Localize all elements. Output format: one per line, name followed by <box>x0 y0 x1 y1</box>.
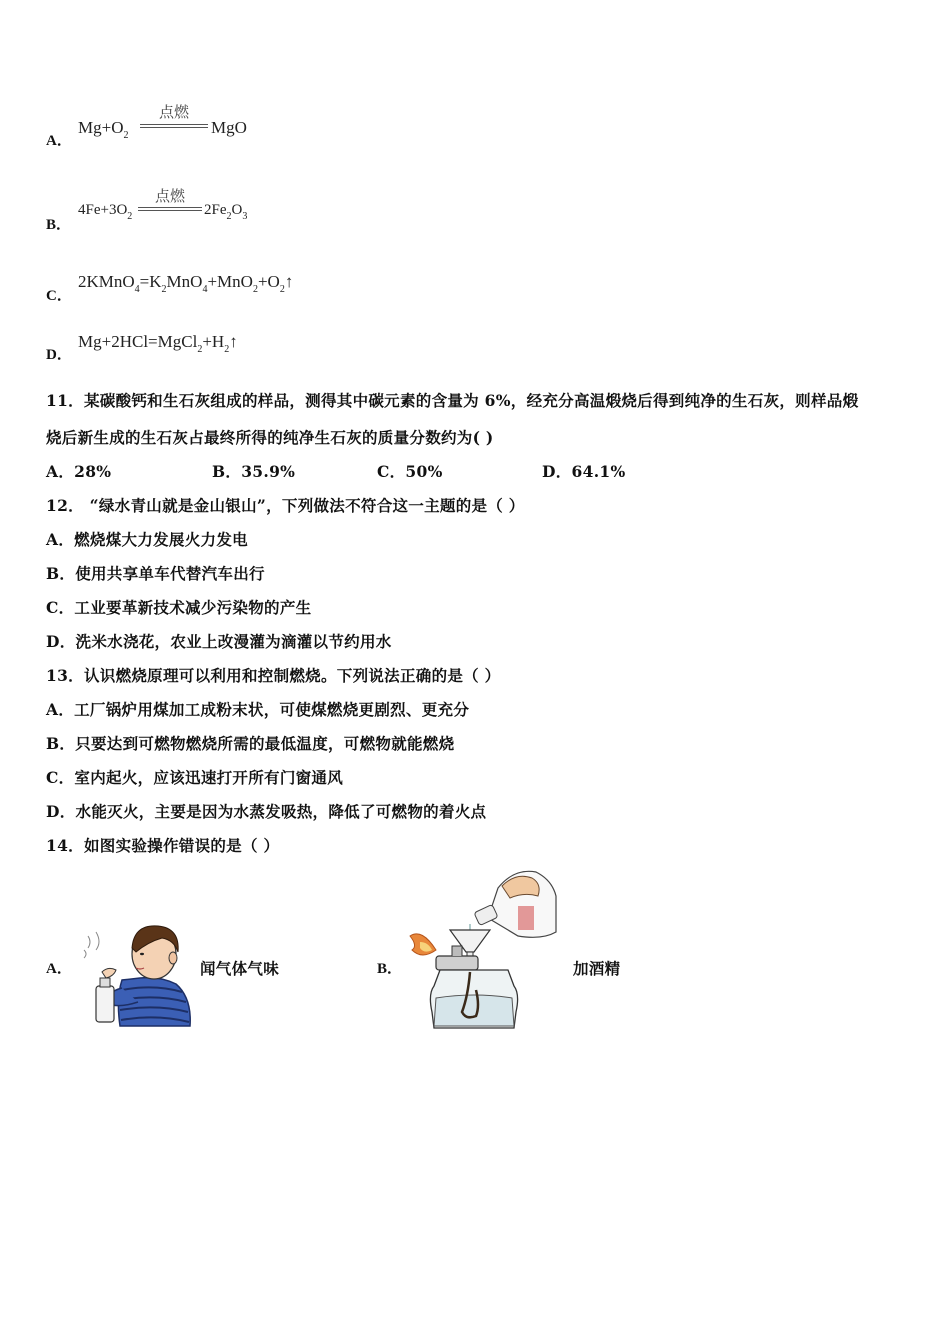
option-caption: 闻气体气味 <box>200 959 280 978</box>
option-c: C．50% <box>377 462 443 481</box>
option-c: C．室内起火，应该迅速打开所有门窗通风 <box>46 768 344 787</box>
option-b: B．35.9% <box>212 462 296 481</box>
option-letter: B． <box>377 961 403 977</box>
equation: $Mg+2HCl=MgCl_2+H_2↑$ <box>78 332 238 356</box>
option-a: A．燃烧煤大力发展火力发电 <box>46 530 248 549</box>
question-stem: 13．认识燃烧原理可以利用和控制燃烧。下列说法正确的是（ ） <box>46 666 501 685</box>
equation-rhs: MgO <box>211 118 247 137</box>
option-a: A．28% <box>46 462 112 481</box>
option-letter: C． <box>46 288 72 304</box>
option-caption: 加酒精 <box>573 959 621 978</box>
equation-lhs: $Mg+O_2$ <box>78 118 129 142</box>
option-b: B．使用共享单车代替汽车出行 <box>46 564 265 583</box>
option-d: D．水能灭火，主要是因为水蒸发吸热，降低了可燃物的着火点 <box>46 802 487 821</box>
option-letter: D． <box>46 347 72 363</box>
child-smelling-gas-illustration <box>76 918 194 1030</box>
option-c: C．工业要革新技术减少污染物的产生 <box>46 598 312 617</box>
reaction-condition: 点燃 <box>154 187 185 205</box>
option-d: D．洗米水浇花，农业上改漫灌为滴灌以节约用水 <box>46 632 392 651</box>
option-d: D．64.1% <box>542 462 626 481</box>
question-stem: 14．如图实验操作错误的是（ ） <box>46 836 280 855</box>
option-letter: A． <box>46 133 72 149</box>
option-a: A．工厂锅炉用煤加工成粉末状，可使煤燃烧更剧烈、更充分 <box>46 700 470 719</box>
equation-lhs: $4Fe+3O_2$ <box>78 202 133 222</box>
reaction-condition: 点燃 <box>158 103 189 121</box>
equation: $2KMnO_4=K_2MnO_4+MnO_2+O_2↑$ <box>78 272 294 296</box>
question-stem-line1: 11．某碳酸钙和生石灰组成的样品，测得其中碳元素的含量为 6%，经充分高温煅烧后得到纯净的生石灰，则样品煅 <box>46 391 859 410</box>
option-letter: A． <box>46 961 72 977</box>
equals-sign <box>138 207 202 211</box>
adding-alcohol-illustration <box>406 866 566 1034</box>
equals-sign <box>140 124 208 128</box>
question-stem: 12． “绿水青山就是金山银山”，下列做法不符合这一主题的是（ ） <box>46 496 525 515</box>
equation-rhs: $2Fe_2O_3$ <box>204 202 248 222</box>
option-b: B．只要达到可燃物燃烧所需的最低温度，可燃物就能燃烧 <box>46 734 455 753</box>
question-stem-line2: 烧后新生成的生石灰占最终所得的纯净生石灰的质量分数约为( ) <box>46 428 494 447</box>
option-letter: B． <box>46 217 72 233</box>
